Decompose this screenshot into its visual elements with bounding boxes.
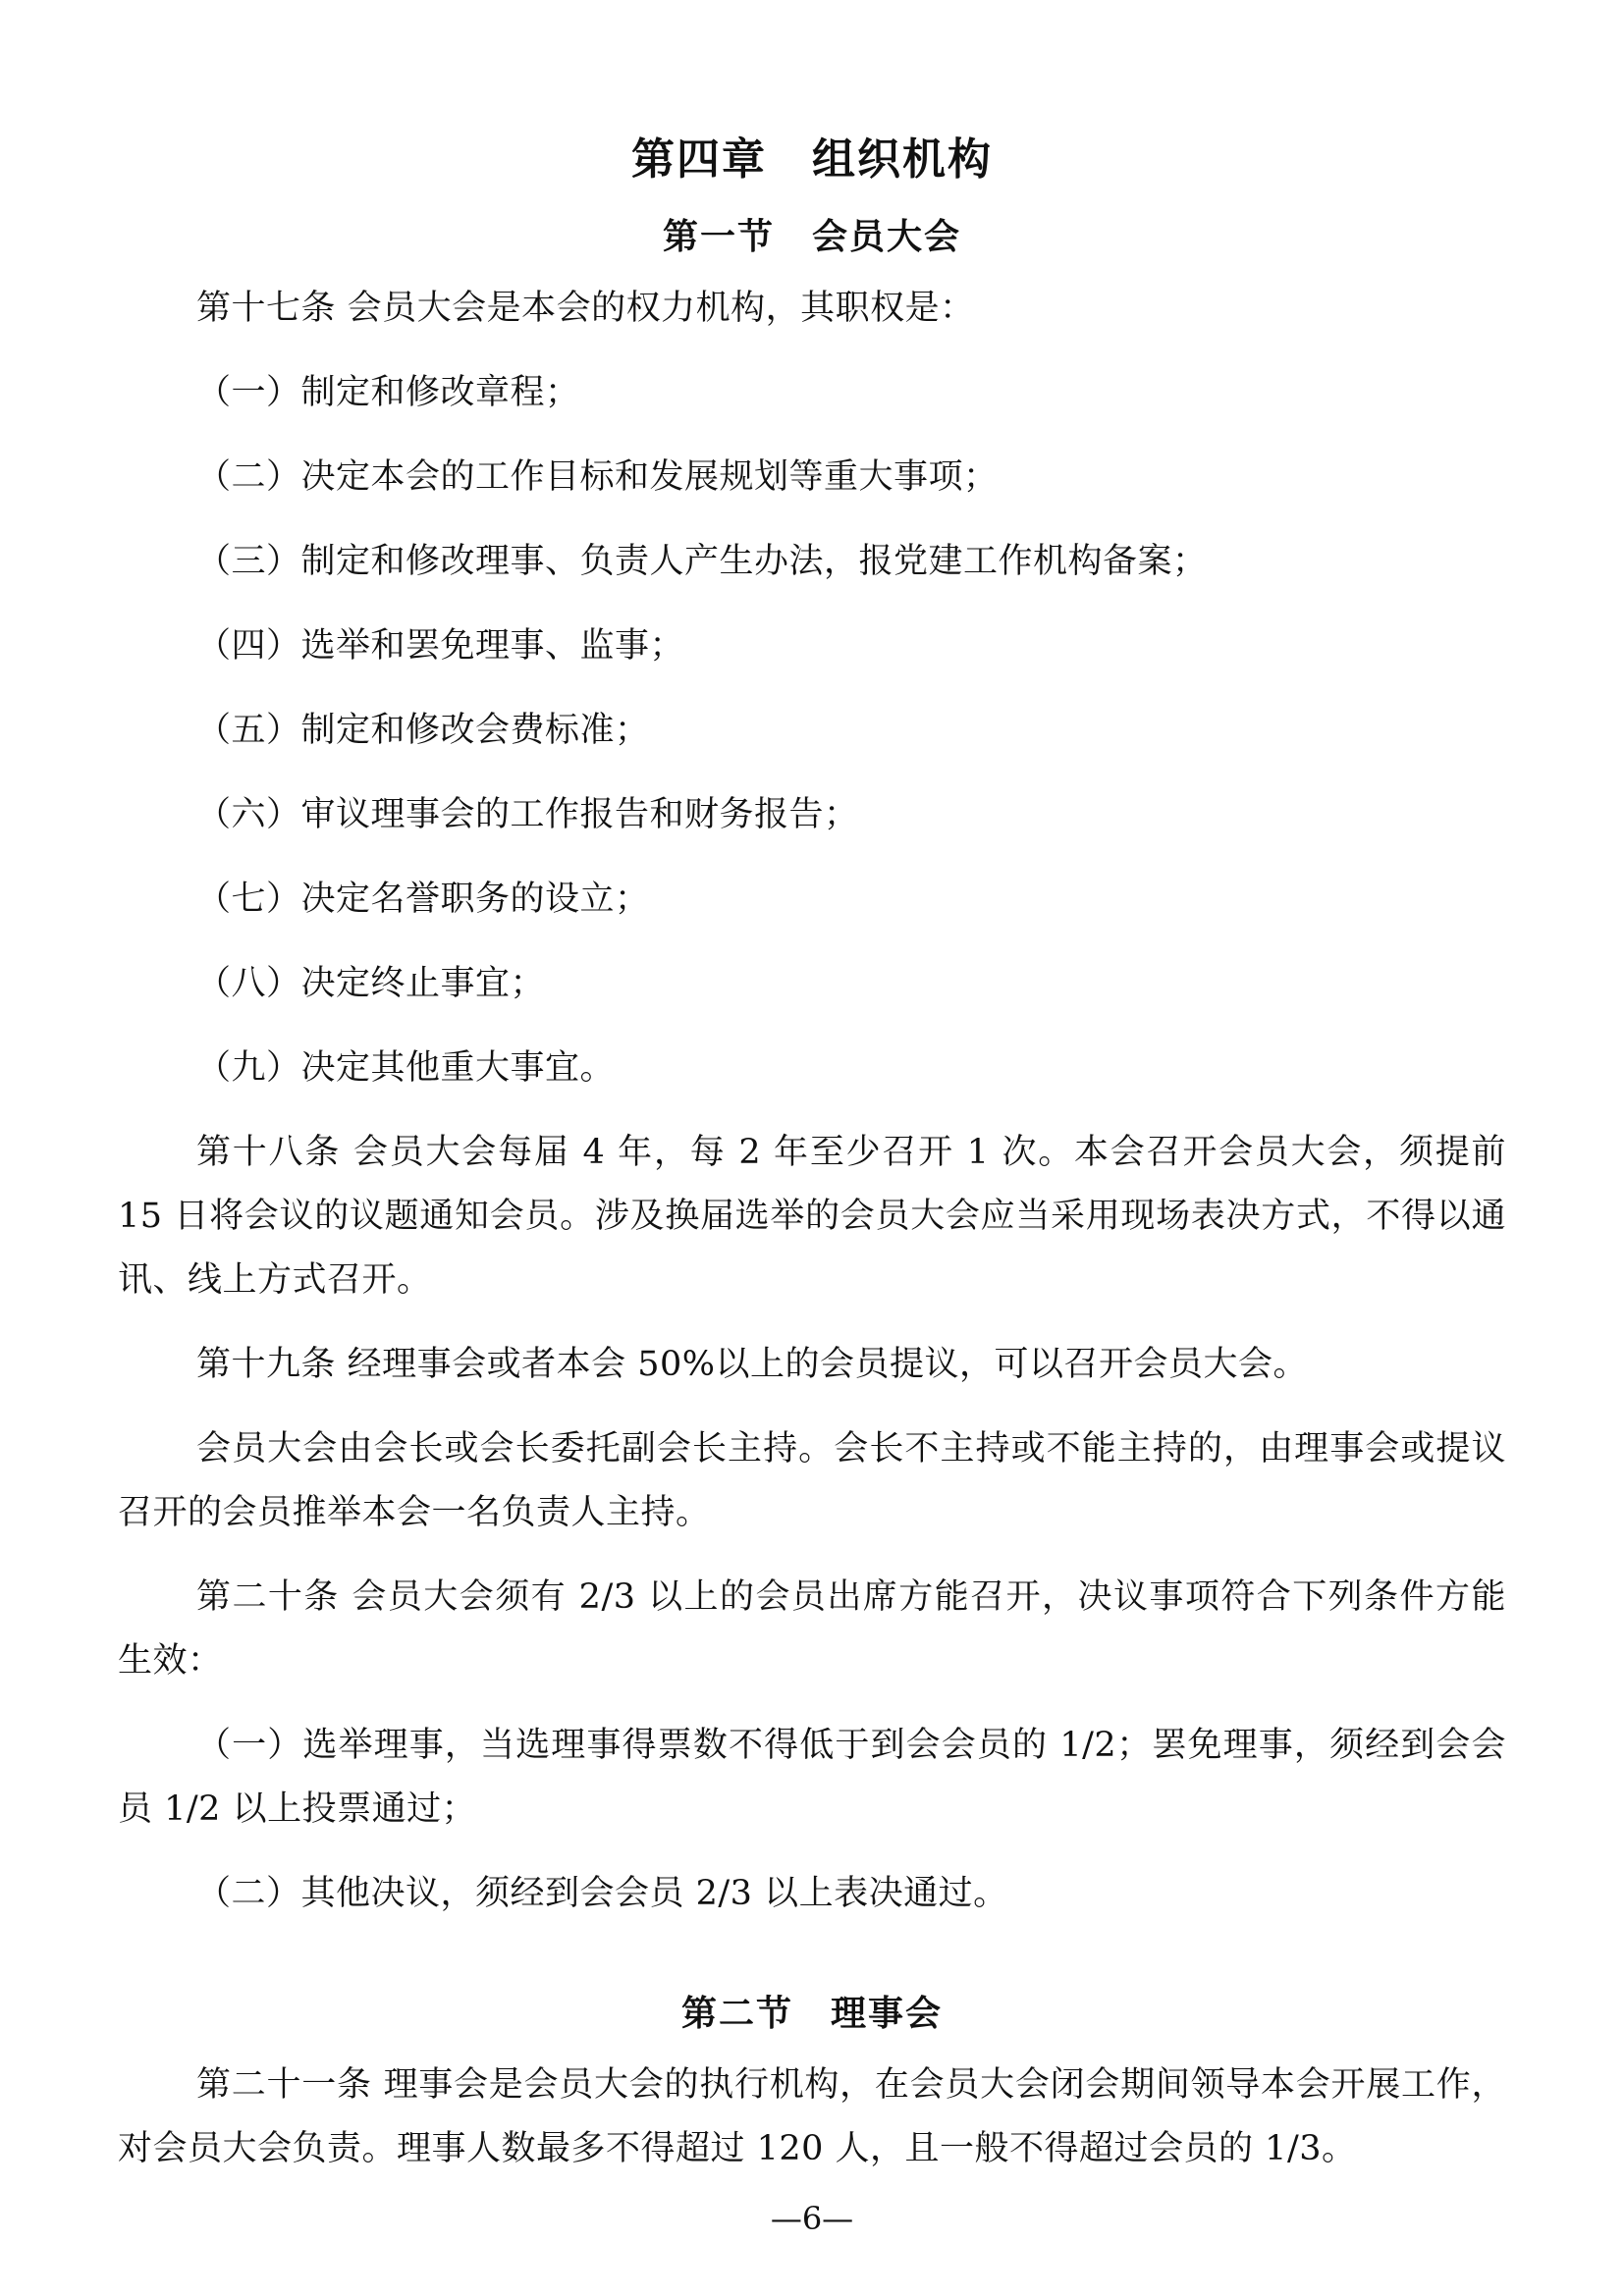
article-21: 第二十一条 理事会是会员大会的执行机构，在会员大会闭会期间领导本会开展工作，对会员大会负责。理事人数最多不得超过 120 人，且一般不得超过会员的 1/3。 (118, 2065, 1506, 2168)
article-18: 第十八条 会员大会每届 4 年，每 2 年至少召开 1 次。本会召开会员大会，须提前 15 日将会议的议题通知会员。涉及换届选举的会员大会应当采用现场表决方式，不得以通讯、线上方式召开。 (118, 1133, 1506, 1300)
article-19: 第十九条 经理事会或者本会 50%以上的会员提议，可以召开会员大会。 (196, 1345, 1309, 1384)
list-item: （七）决定名誉职务的设立； (196, 880, 650, 919)
article-17: 第十七条 会员大会是本会的权力机构，其职权是： (196, 289, 975, 328)
section-title-2: 第二节 理事会 (680, 1994, 943, 2034)
list-item: （一）制定和修改章程； (196, 373, 580, 412)
list-item: （五）制定和修改会费标准； (196, 711, 650, 750)
section-title-1: 第一节 会员大会 (662, 217, 961, 257)
section-1-body (118, 277, 1506, 1926)
list-item: （一）选举理事，当选理事得票数不得低于到会会员的 1/2；罢免理事，须经到会会员 1/2 以上投票通过； (118, 1726, 1506, 1829)
article-19-presiding: 会员大会由会长或会长委托副会长主持。会长不主持或不能主持的，由理事会或提议召开的会员推举本会一名负责人主持。 (118, 1429, 1506, 1532)
chapter-title: 第四章 组织机构 (631, 134, 993, 185)
list-item: （二）决定本会的工作目标和发展规划等重大事项； (196, 457, 999, 497)
list-item: （九）决定其他重大事宜。 (196, 1048, 616, 1088)
page-number: —6— (770, 2200, 854, 2237)
list-item: （八）决定终止事宜； (196, 964, 546, 1003)
list-item: （六）审议理事会的工作报告和财务报告； (196, 795, 859, 834)
list-item: （四）选举和罢免理事、监事； (196, 626, 685, 666)
list-item: （二）其他决议，须经到会会员 2/3 以上表决通过。 (196, 1874, 1008, 1913)
article-20: 第二十条 会员大会须有 2/3 以上的会员出席方能召开，决议事项符合下列条件方能生效： (118, 1577, 1506, 1681)
list-item: （三）制定和修改理事、负责人产生办法，报党建工作机构备案； (196, 542, 1208, 581)
section-2-body (118, 2054, 1506, 2181)
